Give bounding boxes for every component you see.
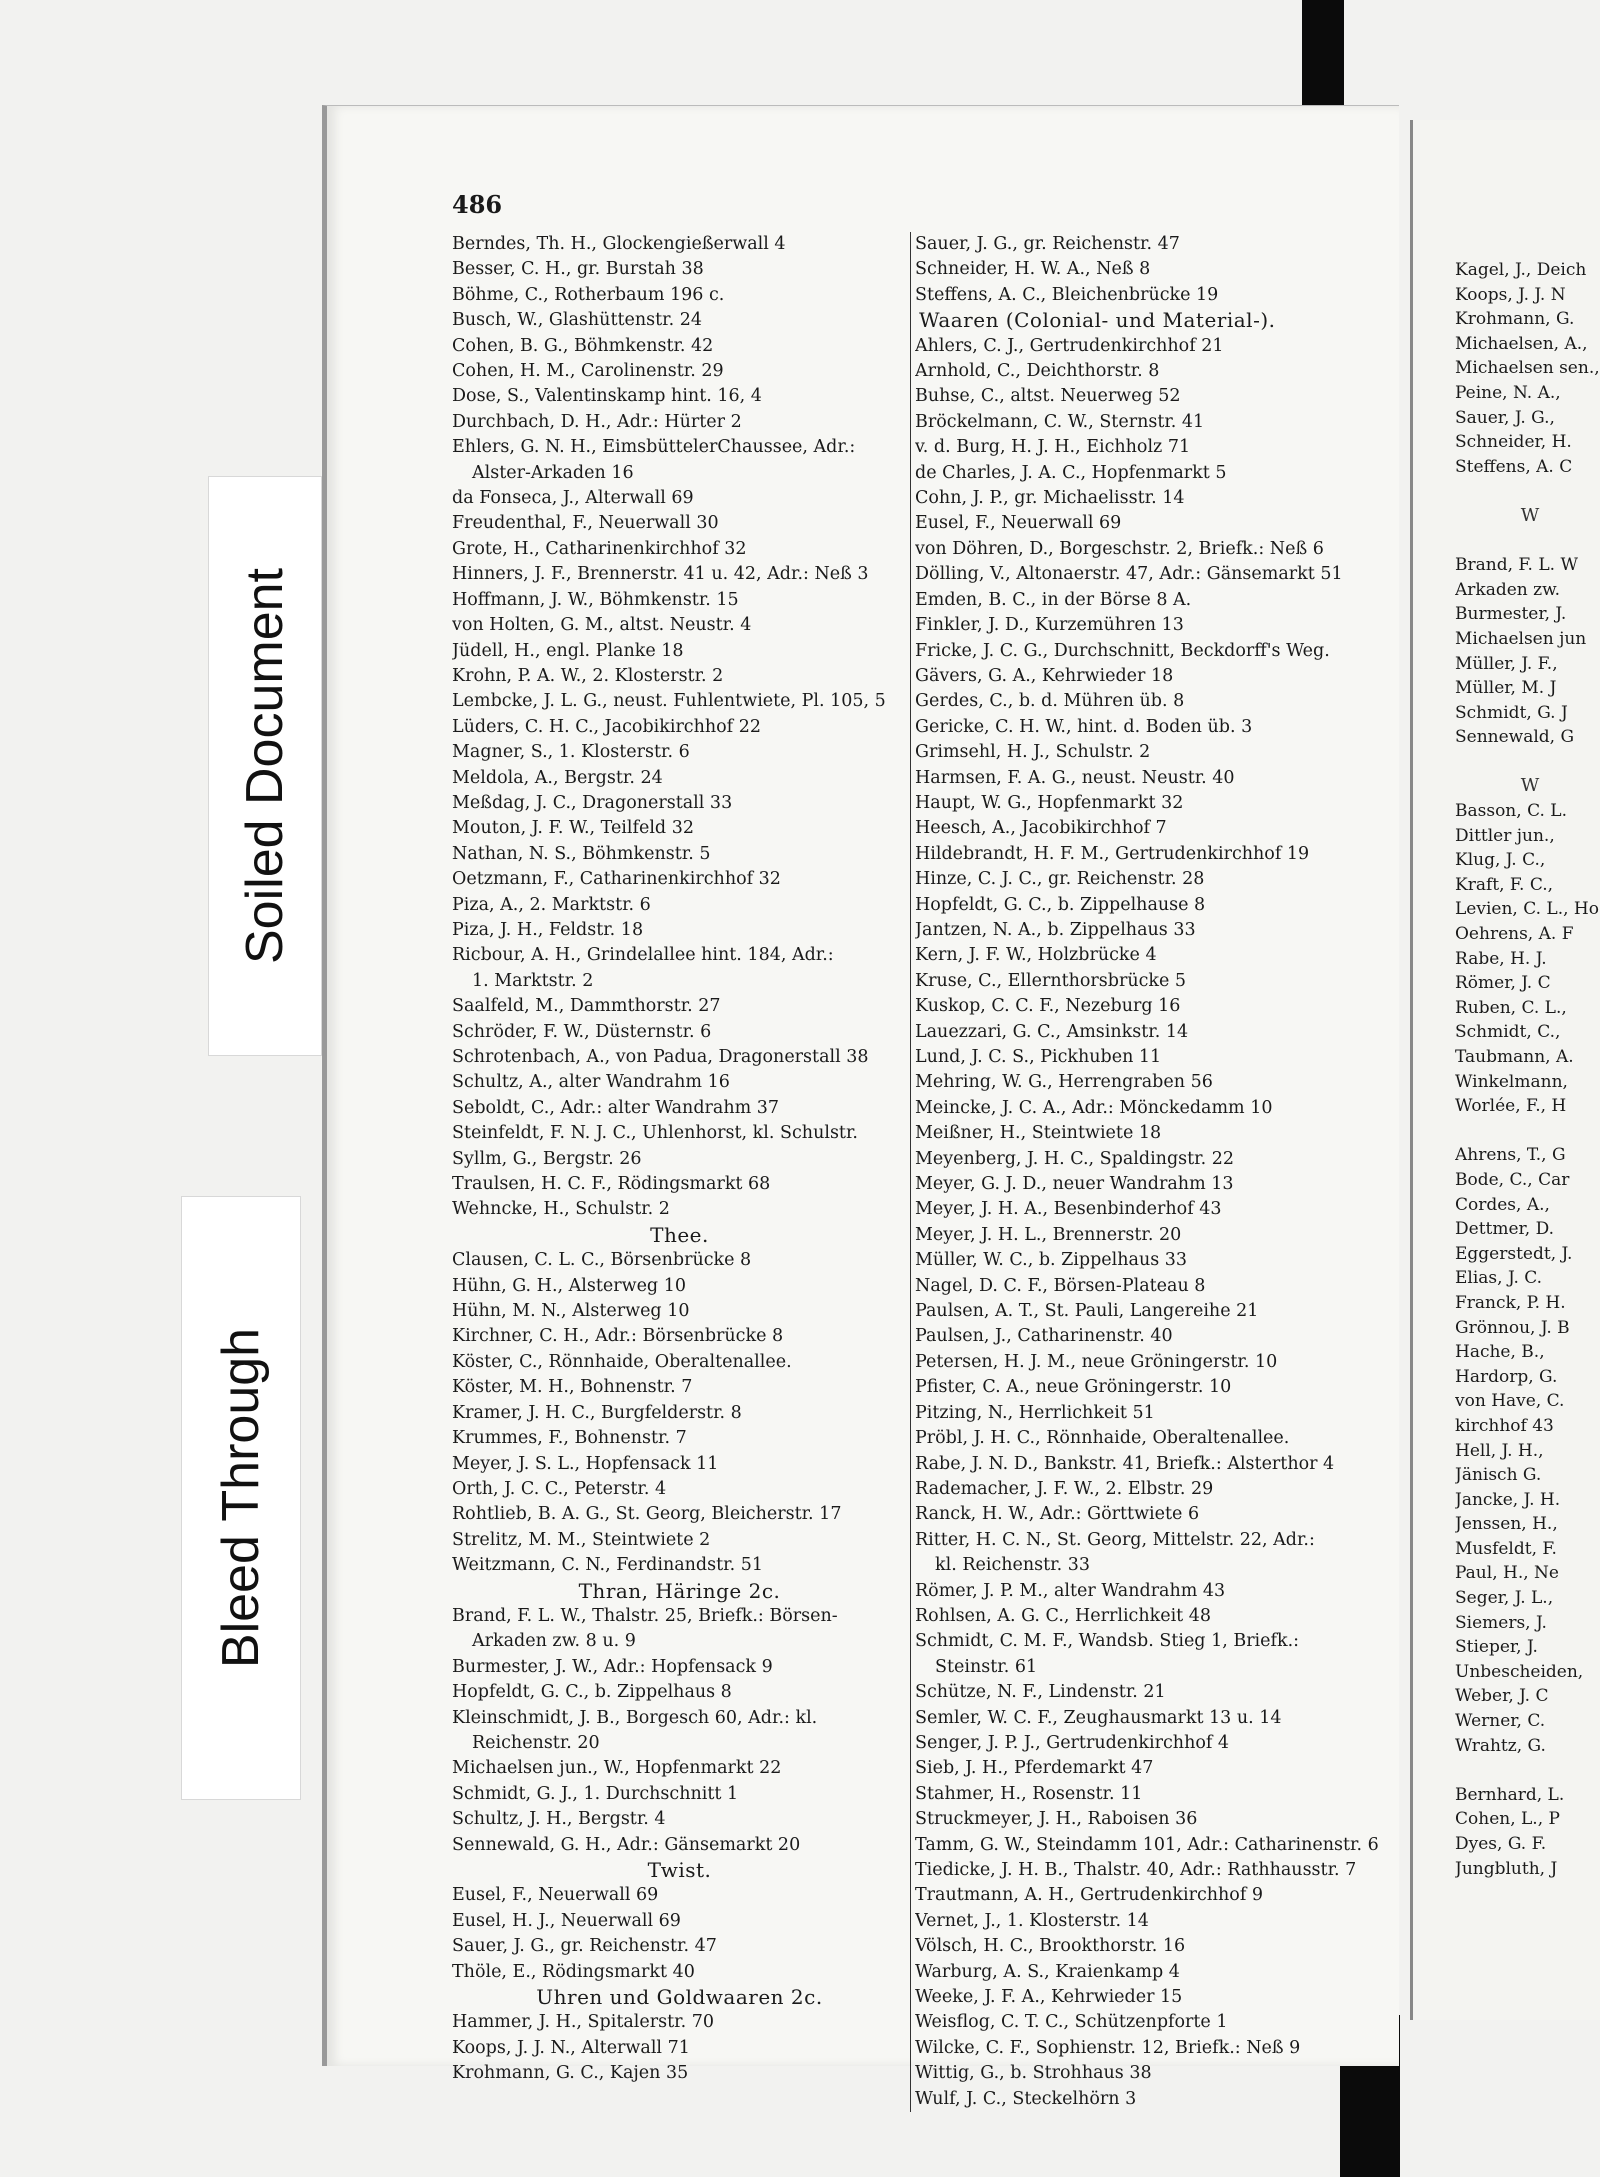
directory-entry-partial: von Have, C. [1455,1391,1565,1412]
directory-entry-partial: Grönnou, J. B [1455,1317,1570,1338]
directory-entry: Cohn, J. P., gr. Michaelisstr. 14 [915,488,1185,509]
directory-entry: Heesch, A., Jacobikirchhof 7 [915,818,1167,839]
directory-entry: Thöle, E., Rödingsmarkt 40 [452,1961,695,1982]
directory-entry-partial: Burmester, J. [1455,604,1567,625]
directory-entry: Koops, J. J. N., Alterwall 71 [452,2037,690,2058]
directory-entry: Jantzen, N. A., b. Zippelhaus 33 [915,919,1196,940]
directory-entry-continuation: 1. Marktstr. 2 [472,970,594,991]
directory-entry: Gävers, G. A., Kehrwieder 18 [915,665,1174,686]
directory-entry-partial: Schneider, H. [1455,432,1572,453]
directory-entry: Tamm, G. W., Steindamm 101, Adr.: Catharinenstr. 6 [915,1834,1379,1855]
directory-entry: Hopfeldt, G. C., b. Zippelhaus 8 [452,1682,732,1703]
directory-entry: Traulsen, H. C. F., Rödingsmarkt 68 [452,1174,771,1195]
directory-entry: Tiedicke, J. H. B., Thalstr. 40, Adr.: Rathhausstr. 7 [915,1860,1357,1880]
directory-entry: Pfister, C. A., neue Gröningerstr. 10 [915,1377,1232,1398]
directory-entry: Sauer, J. G., gr. Reichenstr. 47 [452,1936,717,1957]
directory-entry-partial: Jancke, J. H. [1455,1489,1561,1510]
directory-entry-partial: Siemers, J. [1455,1612,1547,1633]
directory-entry-partial: Michaelsen, A., [1455,333,1588,354]
directory-entry: Durchbach, D. H., Adr.: Hürter 2 [452,411,742,432]
directory-entry: Cohen, B. G., Böhmkenstr. 42 [452,335,714,356]
directory-entry: Piza, A., 2. Marktstr. 6 [452,894,651,915]
directory-entry: Ritter, H. C. N., St. Georg, Mittelstr. 22, Adr.: [915,1529,1315,1550]
directory-entry-partial: Cohen, L., P [1455,1809,1560,1830]
directory-column-left [452,232,907,2087]
directory-entry: Steffens, A. C., Bleichenbrücke 19 [915,284,1219,305]
directory-entry: Petersen, H. J. M., neue Gröningerstr. 10 [915,1351,1278,1372]
directory-entry: Dölling, V., Altonaerstr. 47, Adr.: Gänsemarkt 51 [915,564,1343,585]
directory-entry-partial: Peine, N. A., [1455,382,1561,403]
directory-column-middle [910,232,1383,2112]
directory-entry: Bröckelmann, C. W., Sternstr. 41 [915,411,1205,432]
directory-entry: von Döhren, D., Borgeschstr. 2, Briefk.: Neß 6 [915,538,1324,559]
directory-entry: Haupt, W. G., Hopfenmarkt 32 [915,792,1184,813]
soiled-document-text: Soiled Document [236,568,294,964]
directory-entry: Michaelsen jun., W., Hopfenmarkt 22 [452,1758,782,1779]
directory-entry-partial: Michaelsen sen., [1455,358,1600,379]
directory-entry: Köster, M. H., Bohnenstr. 7 [452,1377,693,1398]
directory-entry: Meyer, G. J. D., neuer Wandrahm 13 [915,1174,1234,1195]
group-spacer [1455,1119,1600,1144]
directory-entry: Ehlers, G. N. H., EimsbüttelerChaussee, Adr.: [452,437,856,458]
directory-entry: Harmsen, F. A. G., neust. Neustr. 40 [915,767,1235,788]
directory-entry: Eusel, H. J., Neuerwall 69 [452,1910,681,1931]
directory-entry: Orth, J. C. C., Peterstr. 4 [452,1478,667,1499]
directory-entry: Wilcke, C. F., Sophienstr. 12, Briefk.: Neß 9 [915,2037,1301,2058]
directory-entry: Brand, F. L. W., Thalstr. 25, Briefk.: Börsen- [452,1605,838,1626]
directory-entry: Dose, S., Valentinskamp hint. 16, 4 [452,386,762,407]
directory-entry: Hoffmann, J. W., Böhmkenstr. 15 [452,589,739,610]
directory-entry: Gericke, C. H. W., hint. d. Boden üb. 3 [915,716,1253,737]
directory-entry: Schultz, A., alter Wandrahm 16 [452,1072,730,1093]
section-heading: Thee. [650,1222,709,1247]
directory-entry-partial: Basson, C. L. [1455,801,1567,822]
directory-entry: Finkler, J. D., Kurzemühren 13 [915,615,1184,636]
directory-entry: Steinfeldt, F. N. J. C., Uhlenhorst, kl. Schulstr. [452,1123,858,1144]
directory-entry: Arnhold, C., Deichthorstr. 8 [915,361,1160,382]
group-spacer [1455,1758,1600,1783]
directory-entry-partial: Brand, F. L. W [1455,555,1578,576]
directory-entry: Cohen, H. M., Carolinenstr. 29 [452,361,724,382]
directory-entry: Meincke, J. C. A., Adr.: Mönckedamm 10 [915,1097,1273,1118]
directory-entry-partial: Klug, J. C., [1455,850,1546,871]
group-spacer [1455,479,1600,504]
directory-entry: Strelitz, M. M., Steintwiete 2 [452,1529,711,1550]
directory-entry: Senger, J. P. J., Gertrudenkirchhof 4 [915,1732,1230,1753]
directory-entry: Paulsen, A. T., St. Pauli, Langereihe 21 [915,1301,1259,1322]
directory-entry: Berndes, Th. H., Glockengießerwall 4 [452,234,786,254]
directory-entry: Lüders, C. H. C., Jacobikirchhof 22 [452,716,761,737]
directory-entry-partial: Steffens, A. C [1455,456,1573,477]
directory-entry-partial: Michaelsen jun [1455,628,1587,649]
directory-entry-partial: Unbescheiden, [1455,1661,1584,1682]
directory-entry: v. d. Burg, H. J. H., Eichholz 71 [915,437,1191,458]
directory-entry-partial: Franck, P. H. [1455,1292,1566,1313]
directory-entry-partial: Bernhard, L. [1455,1784,1565,1805]
directory-entry: Meßdag, J. C., Dragonerstall 33 [452,792,733,813]
directory-entry: Wittig, G., b. Strohhaus 38 [915,2063,1152,2084]
directory-entry: Rohtlieb, B. A. G., St. Georg, Bleicherstr. 17 [452,1504,842,1525]
directory-entry: Schneider, H. W. A., Neß 8 [915,259,1151,280]
section-heading-partial: W [1520,775,1540,797]
directory-entry: Vernet, J., 1. Klosterstr. 14 [915,1910,1149,1931]
directory-entry: Magner, S., 1. Klosterstr. 6 [452,742,690,763]
directory-entry: Ricbour, A. H., Grindelallee hint. 184, Adr.: [452,945,834,966]
directory-entry-partial: Cordes, A., [1455,1194,1550,1215]
directory-entry-partial: Musfeldt, F. [1455,1538,1557,1559]
directory-entry: Meyer, J. H. A., Besenbinderhof 43 [915,1199,1222,1220]
directory-entry: Lund, J. C. S., Pickhuben 11 [915,1047,1162,1067]
directory-entry-partial: Worlée, F., H [1455,1096,1567,1117]
directory-entry-partial: Sauer, J. G., [1455,407,1555,428]
directory-entry: Lembcke, J. L. G., neust. Fuhlentwiete, Pl. 105, 5 [452,691,886,712]
directory-entry-partial: Krohmann, G. [1455,309,1575,330]
directory-entry-partial: Jungbluth, J [1455,1858,1558,1879]
directory-entry: Rohlsen, A. G. C., Herrlichkeit 48 [915,1605,1212,1626]
directory-entry: Schröder, F. W., Düsternstr. 6 [452,1021,712,1042]
directory-entry-partial: Werner, C. [1455,1711,1546,1732]
page-number: 486 [452,190,503,219]
directory-entry: Meyer, J. S. L., Hopfensack 11 [452,1453,719,1474]
bleed-through-label [181,1196,301,1800]
directory-entry: Sauer, J. G., gr. Reichenstr. 47 [915,234,1180,254]
directory-column-right-page [1455,258,1600,1881]
directory-entry: Krohmann, G. C., Kajen 35 [452,2063,689,2084]
directory-entry: Eusel, F., Neuerwall 69 [915,513,1122,534]
directory-entry: Kramer, J. H. C., Burgfelderstr. 8 [452,1402,742,1423]
directory-entry: Weeke, J. F. A., Kehrwieder 15 [915,1987,1183,2008]
directory-entry: Schultz, J. H., Bergstr. 4 [452,1809,666,1830]
directory-entry: Völsch, H. C., Brookthorstr. 16 [915,1936,1186,1957]
directory-entry-partial: Hache, B., [1455,1342,1545,1363]
directory-entry-continuation: Alster-Arkaden 16 [472,462,634,483]
directory-entry: Besser, C. H., gr. Burstah 38 [452,259,704,280]
directory-entry: Römer, J. P. M., alter Wandrahm 43 [915,1580,1226,1601]
directory-entry: Kuskop, C. C. F., Nezeburg 16 [915,996,1181,1017]
directory-entry: Seboldt, C., Adr.: alter Wandrahm 37 [452,1097,780,1118]
directory-entry: Eusel, F., Neuerwall 69 [452,1885,659,1906]
directory-entry: Syllm, G., Bergstr. 26 [452,1148,642,1169]
directory-entry-partial: Müller, M. J [1455,678,1557,699]
directory-entry-partial: Sennewald, G [1455,727,1575,748]
directory-entry: Rabe, J. N. D., Bankstr. 41, Briefk.: Alsterthor 4 [915,1453,1335,1474]
bleed-through-text: Bleed Through [212,1327,270,1669]
directory-entry: von Holten, G. M., altst. Neustr. 4 [452,615,752,636]
directory-entry: Krummes, F., Bohnenstr. 7 [452,1428,687,1449]
directory-entry: Pröbl, J. H. C., Rönnhaide, Oberaltenallee. [915,1428,1290,1449]
directory-entry-continuation: Arkaden zw. 8 u. 9 [472,1631,636,1652]
directory-entry-partial: Schmidt, G. J [1455,702,1568,723]
directory-entry-partial: Jänisch G. [1455,1465,1542,1486]
directory-entry-partial: Rabe, H. J. [1455,948,1547,969]
directory-entry: Hammer, J. H., Spitalerstr. 70 [452,2012,714,2033]
directory-entry-partial: Römer, J. C [1455,973,1551,994]
section-heading-partial: W [1520,504,1540,526]
directory-entry-partial: Ahrens, T., G [1455,1145,1566,1166]
directory-entry-partial: Wrahtz, G. [1455,1735,1546,1756]
directory-entry-continuation: kl. Reichenstr. 33 [935,1555,1091,1576]
directory-entry: Lauezzari, G. C., Amsinkstr. 14 [915,1021,1189,1042]
directory-entry: Sieb, J. H., Pferdemarkt 47 [915,1758,1154,1779]
directory-entry-continuation: Reichenstr. 20 [472,1732,600,1753]
directory-entry: Piza, J. H., Feldstr. 18 [452,919,644,940]
group-spacer [1455,750,1600,775]
directory-entry-partial: Taubmann, A. [1455,1047,1574,1067]
directory-entry: Meldola, A., Bergstr. 24 [452,767,663,788]
directory-entry: Hinze, C. J. C., gr. Reichenstr. 28 [915,869,1205,890]
directory-entry-partial: Hell, J. H., [1455,1440,1544,1461]
directory-entry: Ahlers, C. J., Gertrudenkirchhof 21 [915,335,1224,356]
directory-entry: Schütze, N. F., Lindenstr. 21 [915,1682,1166,1703]
directory-entry: Hühn, M. N., Alsterweg 10 [452,1301,690,1322]
directory-entry: Hopfeldt, G. C., b. Zippelhause 8 [915,894,1206,915]
directory-entry: Schmidt, G. J., 1. Durchschnitt 1 [452,1783,739,1804]
directory-entry: Sennewald, G. H., Adr.: Gänsemarkt 20 [452,1834,801,1855]
directory-entry: Hildebrandt, H. F. M., Gertrudenkirchhof 19 [915,843,1310,864]
directory-entry: Oetzmann, F., Catharinenkirchhof 32 [452,869,781,890]
directory-entry: Gerdes, C., b. d. Mühren üb. 8 [915,691,1185,712]
directory-entry-partial: Schmidt, C., [1455,1022,1561,1043]
directory-entry: Hinners, J. F., Brennerstr. 41 u. 42, Adr.: Neß 3 [452,564,869,585]
directory-entry: Weitzmann, C. N., Ferdinandstr. 51 [452,1555,763,1576]
directory-entry-partial: Seger, J. L., [1455,1588,1554,1609]
directory-entry-partial: Weber, J. C [1455,1686,1549,1707]
directory-entry: Wehncke, H., Schulstr. 2 [452,1199,670,1220]
section-heading: Waaren (Colonial- und Material-). [919,308,1276,333]
directory-entry-partial: Hardorp, G. [1455,1366,1558,1387]
directory-entry-partial: Bode, C., Car [1455,1169,1570,1190]
directory-entry: Meyer, J. H. L., Brennerstr. 20 [915,1224,1182,1245]
directory-entry-partial: Dyes, G. F. [1455,1834,1547,1854]
directory-entry: Schrotenbach, A., von Padua, Dragonerstall 38 [452,1047,869,1067]
directory-entry: Stahmer, H., Rosenstr. 11 [915,1783,1143,1804]
directory-entry: Rademacher, J. F. W., 2. Elbstr. 29 [915,1478,1214,1499]
directory-entry: Krohn, P. A. W., 2. Klosterstr. 2 [452,665,724,686]
directory-entry: Warburg, A. S., Kraienkamp 4 [915,1961,1180,1982]
directory-entry-partial: Eggerstedt, J. [1455,1243,1573,1264]
directory-entry: Müller, W. C., b. Zippelhaus 33 [915,1250,1188,1271]
directory-entry-partial: Dittler jun., [1455,825,1555,846]
directory-entry-partial: Ruben, C. L., [1455,997,1567,1018]
directory-entry: Köster, C., Rönnhaide, Oberaltenallee. [452,1351,792,1372]
directory-entry-partial: Levien, C. L., Ho [1455,899,1599,920]
soiled-document-label [208,476,322,1056]
directory-entry: Meyenberg, J. H. C., Spaldingstr. 22 [915,1148,1235,1169]
directory-entry-partial: Oehrens, A. F [1455,924,1574,945]
section-heading: Thran, Häringe 2c. [578,1578,781,1603]
directory-entry: Hühn, G. H., Alsterweg 10 [452,1275,686,1296]
directory-entry: Schmidt, C. M. F., Wandsb. Stieg 1, Briefk.: [915,1631,1300,1652]
directory-entry-partial: Dettmer, D. [1455,1219,1555,1240]
directory-entry-partial: Stieper, J. [1455,1637,1538,1658]
directory-entry: de Charles, J. A. C., Hopfenmarkt 5 [915,462,1227,483]
directory-entry: Paulsen, J., Catharinenstr. 40 [915,1326,1173,1347]
directory-entry: Semler, W. C. F., Zeughausmarkt 13 u. 14 [915,1707,1282,1728]
directory-entry-partial: kirchhof 43 [1455,1415,1554,1436]
directory-entry: Saalfeld, M., Dammthorstr. 27 [452,996,721,1017]
directory-entry-partial: Elias, J. C. [1455,1268,1543,1289]
directory-entry: Busch, W., Glashüttenstr. 24 [452,310,702,331]
directory-entry-partial: Kagel, J., Deich [1455,260,1587,280]
directory-entry-continuation: Steinstr. 61 [935,1656,1038,1677]
directory-entry: Meißner, H., Steintwiete 18 [915,1123,1162,1144]
directory-entry: Nathan, N. S., Böhmkenstr. 5 [452,843,711,864]
directory-entry-partial: Müller, J. F., [1455,653,1558,674]
directory-entry: Wulf, J. C., Steckelhörn 3 [915,2088,1137,2109]
section-heading: Uhren und Goldwaaren 2c. [536,1985,823,2010]
directory-entry: Pitzing, N., Herrlichkeit 51 [915,1402,1155,1423]
directory-entry: Buhse, C., altst. Neuerweg 52 [915,386,1181,407]
directory-entry: Grimsehl, H. J., Schulstr. 2 [915,742,1151,763]
directory-entry: Kleinschmidt, J. B., Borgesch 60, Adr.: kl. [452,1707,818,1728]
directory-entry: Nagel, D. C. F., Börsen-Plateau 8 [915,1275,1206,1296]
directory-entry-partial: Kraft, F. C., [1455,874,1554,895]
directory-entry: Böhme, C., Rotherbaum 196 c. [452,284,725,305]
directory-entry: Emden, B. C., in der Börse 8 A. [915,589,1192,610]
directory-entry: Mehring, W. G., Herrengraben 56 [915,1072,1213,1093]
directory-entry: Grote, H., Catharinenkirchhof 32 [452,538,747,559]
directory-entry-partial: Arkaden zw. [1455,579,1561,600]
directory-entry: Weisflog, C. T. C., Schützenpforte 1 [915,2012,1228,2033]
directory-entry: Fricke, J. C. G., Durchschnitt, Beckdorff's Weg. [915,640,1330,661]
directory-entry: Trautmann, A. H., Gertrudenkirchhof 9 [915,1885,1264,1906]
directory-entry: Struckmeyer, J. H., Raboisen 36 [915,1809,1198,1830]
directory-entry: Kirchner, C. H., Adr.: Börsenbrücke 8 [452,1326,784,1347]
directory-entry: Freudenthal, F., Neuerwall 30 [452,513,719,534]
directory-entry: Clausen, C. L. C., Börsenbrücke 8 [452,1250,752,1271]
section-heading: Twist. [647,1858,712,1882]
directory-entry: Burmester, J. W., Adr.: Hopfensack 9 [452,1656,773,1677]
black-bar-top [1302,0,1344,116]
directory-entry: da Fonseca, J., Alterwall 69 [452,488,694,509]
directory-entry-partial: Koops, J. J. N [1455,284,1566,305]
directory-entry: Jüdell, H., engl. Planke 18 [452,640,684,661]
directory-entry-partial: Jenssen, H., [1455,1514,1558,1535]
directory-entry-partial: Winkelmann, [1455,1071,1568,1092]
directory-entry: Kruse, C., Ellernthorsbrücke 5 [915,970,1187,991]
directory-entry: Ranck, H. W., Adr.: Görttwiete 6 [915,1504,1200,1525]
directory-entry: Kern, J. F. W., Holzbrücke 4 [915,945,1157,966]
group-spacer [1455,529,1600,554]
directory-entry-partial: Paul, H., Ne [1455,1563,1559,1584]
directory-entry: Mouton, J. F. W., Teilfeld 32 [452,818,694,839]
